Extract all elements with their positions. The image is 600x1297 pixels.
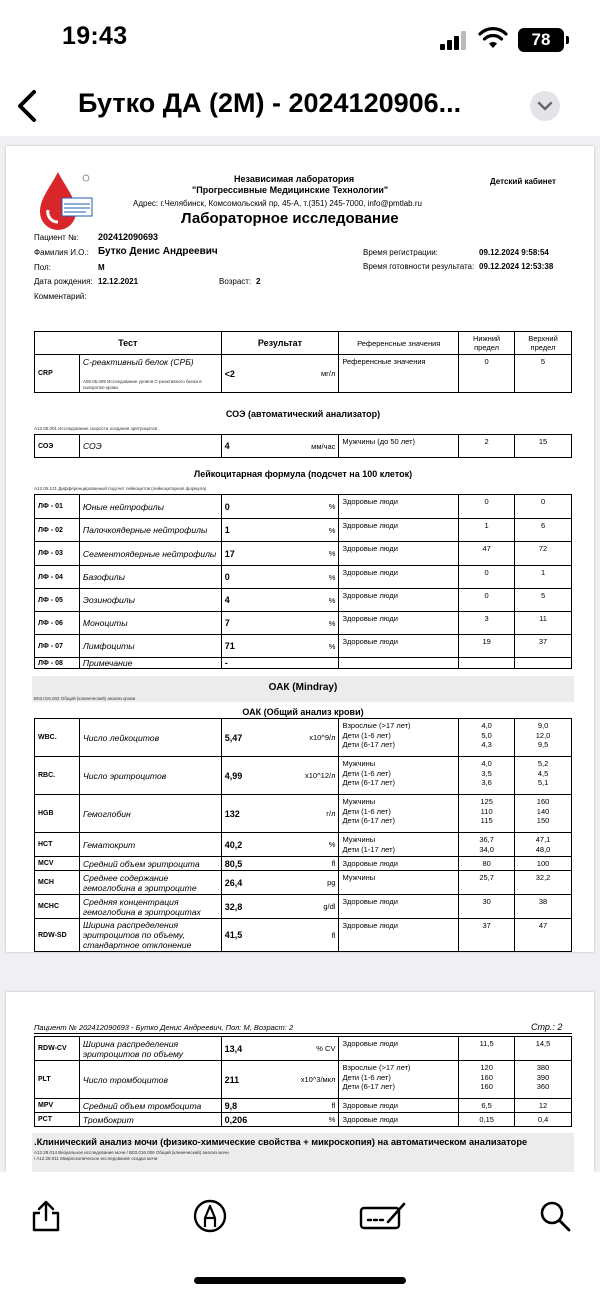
test-code: PCT bbox=[35, 1113, 80, 1127]
test-result: 40,2 bbox=[221, 833, 261, 857]
ref-name: Мужчины bbox=[339, 871, 459, 895]
ref-low: 37 bbox=[459, 919, 515, 952]
ref-name: Здоровые люди bbox=[339, 857, 459, 871]
test-name: Эозинофилы bbox=[79, 589, 221, 612]
ref-low: 0 bbox=[459, 495, 515, 519]
test-result: 0 bbox=[221, 495, 261, 519]
table-row bbox=[35, 635, 572, 658]
test-name: Палочкоядерные нейтрофилы bbox=[79, 519, 221, 542]
table-row bbox=[35, 519, 572, 542]
ref-name: Взрослые (>17 лет) Дети (1-6 лет) Дети (6-17 лет) bbox=[339, 719, 459, 757]
ref-name: Здоровые люди bbox=[339, 635, 459, 658]
test-name: Моноциты bbox=[79, 612, 221, 635]
document-page-1 bbox=[6, 146, 594, 952]
ref-low: 2 bbox=[459, 435, 515, 458]
test-unit: % bbox=[261, 1113, 339, 1127]
ref-high: 12 bbox=[515, 1099, 572, 1113]
test-name: Ширина распределения эритроцитов по объему, стандартное отклонение bbox=[79, 919, 221, 952]
test-code: ЛФ - 06 bbox=[35, 612, 80, 635]
ref-high: 11 bbox=[515, 612, 572, 635]
test-code: RDW-CV bbox=[35, 1037, 80, 1061]
test-unit: г/л bbox=[261, 795, 339, 833]
reg-time-label: Время регистрации: bbox=[363, 248, 438, 257]
fio-label: Фамилия И.О.: bbox=[34, 248, 89, 257]
bottom-toolbar bbox=[0, 1172, 600, 1297]
test-code: ЛФ - 08 bbox=[35, 658, 80, 669]
ref-high bbox=[515, 658, 572, 669]
ref-high: 14,5 bbox=[515, 1037, 572, 1061]
age-value: 2 bbox=[256, 277, 261, 286]
table-row bbox=[35, 1037, 572, 1061]
ref-low: 0 bbox=[459, 566, 515, 589]
ref-high: 380 390 360 bbox=[515, 1061, 572, 1099]
urine-subcode-2: / A12.28.011 Микроскопическое исследование осадка мочи bbox=[34, 1156, 158, 1161]
test-name: Средний объем эритроцита bbox=[79, 857, 221, 871]
sex-label: Пол: bbox=[34, 263, 51, 272]
test-name: Средний объем тромбоцита bbox=[79, 1099, 221, 1113]
share-icon[interactable] bbox=[28, 1198, 64, 1234]
test-result: 7 bbox=[221, 612, 261, 635]
page2-number: Стр.: 2 bbox=[531, 1022, 563, 1032]
test-unit: % bbox=[261, 589, 339, 612]
ref-low: 30 bbox=[459, 895, 515, 919]
ref-high: 72 bbox=[515, 542, 572, 566]
test-code: MCH bbox=[35, 871, 80, 895]
ref-high: 6 bbox=[515, 519, 572, 542]
soe-table bbox=[34, 434, 572, 458]
search-icon[interactable] bbox=[537, 1198, 573, 1234]
page2-header-rule bbox=[34, 1033, 572, 1034]
test-name: Среднее содержание гемоглобина в эритроците bbox=[79, 871, 221, 895]
ready-time: 09.12.2024 12:53:38 bbox=[479, 262, 554, 271]
ref-high: 38 bbox=[515, 895, 572, 919]
dob-label: Дата рождения: bbox=[34, 277, 93, 286]
col-header-low: Нижний предел bbox=[459, 332, 515, 355]
battery-icon: 78 bbox=[518, 28, 564, 52]
ref-name: Здоровые люди bbox=[339, 895, 459, 919]
table-row bbox=[35, 795, 572, 833]
test-name: Сегментоядерные нейтрофилы bbox=[79, 542, 221, 566]
lab-address: Адрес: г.Челябинск, Комсомольский пр, 45-А, т.(351) 245-7000, info@pmtlab.ru bbox=[133, 199, 422, 208]
ref-name: Здоровые люди bbox=[339, 495, 459, 519]
oak-section-title: ОАК (Общий анализ крови) bbox=[242, 707, 364, 717]
ref-high: 0,4 bbox=[515, 1113, 572, 1127]
table-row bbox=[35, 1113, 572, 1127]
table-row bbox=[35, 658, 572, 669]
test-unit: g/dl bbox=[261, 895, 339, 919]
ref-name: Здоровые люди bbox=[339, 566, 459, 589]
test-name: Число эритроцитов bbox=[79, 757, 221, 795]
test-unit: x10^3/мкл bbox=[261, 1061, 339, 1099]
ref-name: Здоровые люди bbox=[339, 919, 459, 952]
test-name: Ширина распределения эритроцитов по объему bbox=[79, 1037, 221, 1061]
nav-bar bbox=[0, 78, 600, 136]
test-code: MCHC bbox=[35, 895, 80, 919]
ref-low: 19 bbox=[459, 635, 515, 658]
ref-name: Мужчины Дети (1-6 лет) Дети (6-17 лет) bbox=[339, 795, 459, 833]
test-result: 4,99 bbox=[221, 757, 261, 795]
test-unit: x10^12/л bbox=[261, 757, 339, 795]
clock: 19:43 bbox=[62, 22, 128, 50]
ref-low: 36,7 34,0 bbox=[459, 833, 515, 857]
ref-high: 47,1 48,0 bbox=[515, 833, 572, 857]
ref-high: 5 bbox=[515, 355, 572, 393]
test-unit: fl bbox=[261, 919, 339, 952]
lab-name: Независимая лаборатория bbox=[234, 174, 355, 184]
test-unit: % bbox=[261, 566, 339, 589]
test-unit: x10^9/л bbox=[261, 719, 339, 757]
test-code: MCV bbox=[35, 857, 80, 871]
test-name: Гематокрит bbox=[79, 833, 221, 857]
lf-table bbox=[34, 494, 572, 669]
test-result: 4 bbox=[221, 435, 261, 458]
table-row bbox=[35, 566, 572, 589]
ref-high: 32,2 bbox=[515, 871, 572, 895]
ready-time-label: Время готовности результата: bbox=[363, 262, 475, 271]
test-code: ЛФ - 04 bbox=[35, 566, 80, 589]
table-row bbox=[35, 833, 572, 857]
table-row bbox=[35, 895, 572, 919]
test-result: 0,206 bbox=[221, 1113, 261, 1127]
test-unit: % bbox=[261, 542, 339, 566]
test-name: С-реактивный белок (СРБ) bbox=[82, 357, 194, 367]
ref-low: 11,5 bbox=[459, 1037, 515, 1061]
ref-low: 0,15 bbox=[459, 1113, 515, 1127]
test-name: Гемоглобин bbox=[79, 795, 221, 833]
col-header-ref: Референсные значения bbox=[339, 332, 459, 355]
table-row bbox=[35, 719, 572, 757]
test-result: 9,8 bbox=[221, 1099, 261, 1113]
ref-high: 5 bbox=[515, 589, 572, 612]
dob-value: 12.12.2021 bbox=[98, 277, 139, 286]
ref-name: Взрослые (>17 лет) Дети (1-6 лет) Дети (6-17 лет) bbox=[339, 1061, 459, 1099]
test-unit: pg bbox=[261, 871, 339, 895]
test-name: Примечание bbox=[79, 658, 221, 669]
report-title: Лабораторное исследование bbox=[181, 210, 399, 227]
test-unit: fl bbox=[261, 857, 339, 871]
ref-high: 47 bbox=[515, 919, 572, 952]
crp-table bbox=[34, 331, 572, 393]
sign-icon[interactable] bbox=[358, 1198, 408, 1234]
lab-logo bbox=[34, 170, 96, 236]
test-code: RDW-SD bbox=[35, 919, 80, 952]
table-row bbox=[35, 542, 572, 566]
col-header-high: Верхний предел bbox=[515, 332, 572, 355]
status-bar bbox=[0, 0, 600, 78]
test-result: 13,4 bbox=[221, 1037, 261, 1061]
ref-low: 0 bbox=[459, 355, 515, 393]
age-label: Возраст: bbox=[219, 277, 252, 286]
table-row bbox=[35, 871, 572, 895]
patient-no-label: Пациент №: bbox=[34, 233, 79, 242]
document-page-2 bbox=[6, 992, 594, 1172]
ref-high: 9,0 12,0 9,5 bbox=[515, 719, 572, 757]
oak-bar-title: ОАК (Mindray) bbox=[268, 682, 338, 693]
ref-high: 1 bbox=[515, 566, 572, 589]
test-unit: % CV bbox=[261, 1037, 339, 1061]
test-result: 211 bbox=[221, 1061, 261, 1099]
sex-value: М bbox=[98, 263, 105, 272]
test-result: 132 bbox=[221, 795, 261, 833]
test-unit: fl bbox=[261, 1099, 339, 1113]
lab-full-name: "Прогрессивные Медицинские Технологии" bbox=[192, 185, 389, 195]
urine-section-title: .Клинический анализ мочи (физико-химические свойства + микроскопия) на автоматическом анализаторе bbox=[34, 1137, 528, 1147]
test-unit: % bbox=[261, 495, 339, 519]
test-code: CRP bbox=[35, 355, 80, 393]
ref-low: 25,7 bbox=[459, 871, 515, 895]
test-result: 26,4 bbox=[221, 871, 261, 895]
test-result: 4 bbox=[221, 589, 261, 612]
test-code: ЛФ - 01 bbox=[35, 495, 80, 519]
test-result: 71 bbox=[221, 635, 261, 658]
oak-table bbox=[34, 718, 572, 952]
test-name: Число лейкоцитов bbox=[79, 719, 221, 757]
test-code: ЛФ - 05 bbox=[35, 589, 80, 612]
ref-low: 4,0 5,0 4,3 bbox=[459, 719, 515, 757]
oak-subcode: B03.016.002 Общий (клинический) анализ крови bbox=[34, 696, 136, 701]
ref-name bbox=[339, 658, 459, 669]
test-code: PLT bbox=[35, 1061, 80, 1099]
ref-low: 125 110 115 bbox=[459, 795, 515, 833]
table-row bbox=[35, 495, 572, 519]
ref-high: 37 bbox=[515, 635, 572, 658]
test-code: HGB bbox=[35, 795, 80, 833]
ref-low: 3 bbox=[459, 612, 515, 635]
ref-name: Здоровые люди bbox=[339, 589, 459, 612]
chevron-down-icon[interactable] bbox=[530, 91, 560, 121]
test-result: - bbox=[221, 658, 261, 669]
ref-name: Референсные значения bbox=[339, 355, 459, 393]
comment-label: Комментарий: bbox=[34, 292, 87, 301]
test-unit: % bbox=[261, 635, 339, 658]
page2-header: Пациент № 202412090693 - Бутко Денис Андреевич, Пол: М, Возраст: 2 bbox=[34, 1023, 294, 1032]
col-header-result: Результат bbox=[221, 332, 339, 355]
table-row bbox=[35, 919, 572, 952]
test-code: СОЭ bbox=[35, 435, 80, 458]
ref-low bbox=[459, 658, 515, 669]
urine-subcode-1: A12.28.014 Визуальное исследование мочи / B03.016.006 Общий (клинический) анализ мочи bbox=[34, 1150, 229, 1155]
table-row bbox=[35, 1061, 572, 1099]
ref-high: 160 140 150 bbox=[515, 795, 572, 833]
test-unit: % bbox=[261, 833, 339, 857]
test-unit: % bbox=[261, 612, 339, 635]
ref-low: 4,0 3,5 3,6 bbox=[459, 757, 515, 795]
test-unit: % bbox=[261, 519, 339, 542]
test-name: Тромбокрит bbox=[79, 1113, 221, 1127]
ref-low: 0 bbox=[459, 589, 515, 612]
ref-high: 5,2 4,5 5,1 bbox=[515, 757, 572, 795]
test-name: Юные нейтрофилы bbox=[79, 495, 221, 519]
page2-table bbox=[34, 1036, 572, 1127]
patient-name: Бутко Денис Андреевич bbox=[98, 246, 218, 257]
test-result: 32,8 bbox=[221, 895, 261, 919]
ref-name: Здоровые люди bbox=[339, 1113, 459, 1127]
ref-name: Здоровые люди bbox=[339, 542, 459, 566]
test-result: 1 bbox=[221, 519, 261, 542]
cellular-signal-icon bbox=[440, 30, 466, 50]
test-code: HCT bbox=[35, 833, 80, 857]
home-indicator[interactable] bbox=[194, 1277, 406, 1284]
soe-subcode: A12.05.001 Исследование скорости оседания эритроцитов bbox=[34, 426, 157, 431]
test-name: Лимфоциты bbox=[79, 635, 221, 658]
test-subcode: A09.05.009 Исследование уровня С-реактивного белка в сыворотке крови bbox=[82, 379, 202, 390]
table-row bbox=[35, 612, 572, 635]
test-code: WBC. bbox=[35, 719, 80, 757]
test-unit: мм/час bbox=[261, 435, 339, 458]
table-row bbox=[35, 757, 572, 795]
reg-time: 09.12.2024 9:58:54 bbox=[479, 248, 549, 257]
test-name: СОЭ bbox=[79, 435, 221, 458]
test-result: 17 bbox=[221, 542, 261, 566]
soe-section-title: СОЭ (автоматический анализатор) bbox=[225, 409, 381, 419]
test-unit: мг/л bbox=[261, 355, 339, 393]
test-result: 5,47 bbox=[221, 719, 261, 757]
test-code: ЛФ - 07 bbox=[35, 635, 80, 658]
ref-name: Здоровые люди bbox=[339, 1099, 459, 1113]
table-row bbox=[35, 589, 572, 612]
patient-no: 202412090693 bbox=[98, 232, 159, 242]
ref-name: Мужчины (до 50 лет) bbox=[339, 435, 459, 458]
test-unit bbox=[261, 658, 339, 669]
ref-name: Мужчины Дети (1-6 лет) Дети (6-17 лет) bbox=[339, 757, 459, 795]
ref-low: 1 bbox=[459, 519, 515, 542]
test-result: 80,5 bbox=[221, 857, 261, 871]
test-code: MPV bbox=[35, 1099, 80, 1113]
table-row bbox=[35, 1099, 572, 1113]
test-name: Базофилы bbox=[79, 566, 221, 589]
test-name: Средняя концентрация гемоглобина в эритроцитах bbox=[79, 895, 221, 919]
wifi-icon bbox=[478, 26, 508, 50]
ref-high: 0 bbox=[515, 495, 572, 519]
col-header-test: Тест bbox=[35, 332, 222, 355]
ref-low: 47 bbox=[459, 542, 515, 566]
test-result: 0 bbox=[221, 566, 261, 589]
lf-section-title: Лейкоцитарная формула (подсчет на 100 клеток) bbox=[193, 469, 413, 479]
test-result: 41,5 bbox=[221, 919, 261, 952]
lf-subcode: A12.05.121 Дифференцированный подсчет лейкоцитов (лейкоцитарная формула) bbox=[34, 486, 207, 491]
cabinet-label: Детский кабинет bbox=[490, 177, 556, 186]
test-result: <2 bbox=[221, 355, 261, 393]
ref-low: 120 160 160 bbox=[459, 1061, 515, 1099]
test-code: ЛФ - 03 bbox=[35, 542, 80, 566]
ref-low: 6,5 bbox=[459, 1099, 515, 1113]
ref-name: Здоровые люди bbox=[339, 1037, 459, 1061]
test-name: Число тромбоцитов bbox=[79, 1061, 221, 1099]
table-row bbox=[35, 857, 572, 871]
markup-icon[interactable] bbox=[192, 1198, 228, 1234]
ref-high: 15 bbox=[515, 435, 572, 458]
ref-name: Мужчины Дети (1-17 лет) bbox=[339, 833, 459, 857]
test-code: ЛФ - 02 bbox=[35, 519, 80, 542]
document-title: Бутко ДА (2М) - 2024120906... bbox=[78, 88, 462, 118]
ref-name: Здоровые люди bbox=[339, 519, 459, 542]
back-chevron-icon[interactable] bbox=[10, 84, 46, 128]
test-name-cell bbox=[79, 355, 221, 393]
ref-name: Здоровые люди bbox=[339, 612, 459, 635]
ref-low: 80 bbox=[459, 857, 515, 871]
test-code: RBC. bbox=[35, 757, 80, 795]
ref-high: 100 bbox=[515, 857, 572, 871]
